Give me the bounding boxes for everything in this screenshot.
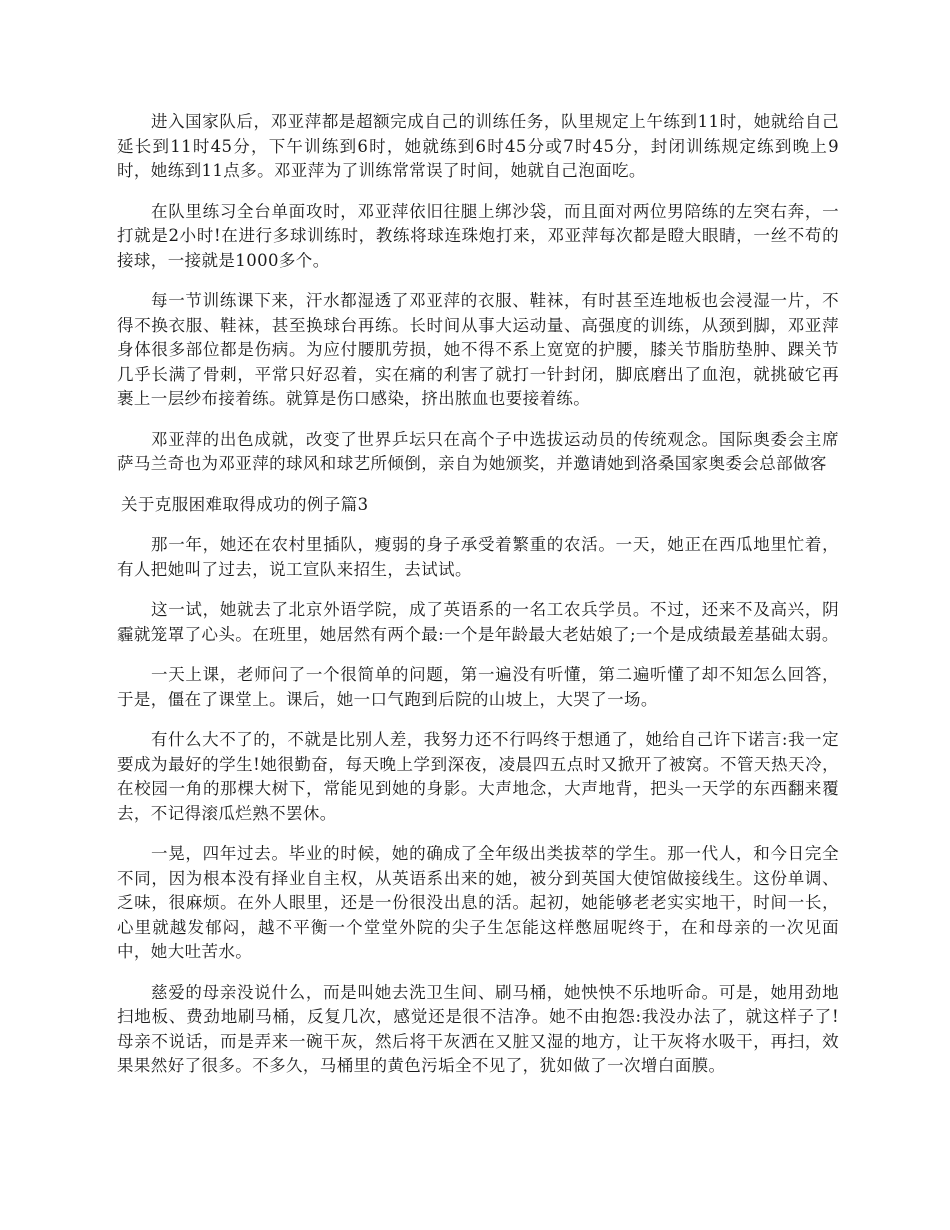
paragraph-foreign-language-institute: 这一试，她就去了北京外语学院，成了英语系的一名工农兵学员。不过，还来不及高兴，阴霾就笼罩了心头。在班里，她居然有两个最:一个是年龄最大老姑娘了;一个是成绩最差基础太弱。 [117, 600, 839, 644]
paragraph-class-question: 一天上课，老师问了一个很简单的问题，第一遍没有听懂，第二遍听懂了却不知怎么回答，于是，僵在了课堂上。课后，她一口气跑到后院的山坡上，大哭了一场。 [117, 665, 839, 709]
document-body [117, 110, 839, 1095]
paragraph-graduation: 一晃，四年过去。毕业的时候，她的确成了全年级出类拔萃的学生。那一代人，和今日完全不同，因为根本没有择业自主权，从英语系出来的她，被分到英国大使馆做接线生。这份单调、乏味，很麻烦。在外人眼里，还是一份很没出息的活。起初，她能够老老实实地干，时间一长，心里就越发郁闷，越不平衡一个堂堂外院的尖子生怎能这样憋屈呢终于，在和母亲的一次见面中，她大吐苦水。 [117, 844, 839, 961]
paragraph-achievement: 邓亚萍的出色成就，改变了世界乒坛只在高个子中选拔运动员的传统观念。国际奥委会主席萨马兰奇也为邓亚萍的球风和球艺所倾倒，亲自为她颁奖，并邀请她到洛桑国家奥委会总部做客 [117, 429, 839, 473]
paragraph-vow: 有什么大不了的，不就是比别人差，我努力还不行吗终于想通了，她给自己许下诺言:我一定要成为最好的学生!她很勤奋，每天晚上学到深夜，凌晨四五点时又掀开了被窝。不管天热天冷，在校园一角的那棵大树下，常能见到她的身影。大声地念，大声地背，把头一天学的东西翻来覆去，不记得滚瓜烂熟不罢休。 [117, 730, 839, 823]
paragraph-countryside: 那一年，她还在农村里插队，瘦弱的身子承受着繁重的农活。一天，她正在西瓜地里忙着，有人把她叫了过去，说工宣队来招生，去试试。 [117, 535, 839, 579]
paragraph-injuries: 每一节训练课下来，汗水都湿透了邓亚萍的衣服、鞋袜，有时甚至连地板也会浸湿一片，不得不换衣服、鞋袜，甚至换球台再练。长时间从事大运动量、高强度的训练，从颈到脚，邓亚萍身体很多部位都是伤病。为应付腰肌劳损，她不得不系上宽宽的护腰，膝关节脂肪垫肿、踝关节几乎长满了骨刺，平常只好忍着，实在痛的利害了就打一针封闭，脚底磨出了血泡，就挑破它再裹上一层纱布接着练。就算是伤口感染，挤出脓血也要接着练。 [117, 291, 839, 408]
section-heading: 关于克服困难取得成功的例子篇3 [121, 494, 369, 514]
paragraph-full-table-attack: 在队里练习全台单面攻时，邓亚萍依旧往腿上绑沙袋，而且面对两位男陪练的左突右奔，一打就是2小时!在进行多球训练时，教练将球连珠炮打来，邓亚萍每次都是瞪大眼睛，一丝不苟的接球，一接就是1000多个。 [117, 201, 839, 270]
paragraph-national-team-training: 进入国家队后，邓亚萍都是超额完成自己的训练任务，队里规定上午练到11时，她就给自己延长到11时45分，下午训练到6时，她就练到6时45分或7时45分，封闭训练规定练到晚上9时，她练到11点多。邓亚萍为了训练常常误了时间，她就自己泡面吃。 [117, 112, 839, 180]
paragraph-mother-lesson: 慈爱的母亲没说什么，而是叫她去洗卫生间、刷马桶，她怏怏不乐地听命。可是，她用劲地扫地板、费劲地刷马桶，反复几次，感觉还是很不洁净。她不由抱怨:我没办法了，就这样子了!母亲不说话，而是弄来一碗干灰，然后将干灰洒在又脏又湿的地方，让干灰将水吸干，再扫，效果果然好了很多。不多久，马桶里的黄色污垢全不见了，犹如做了一次增白面膜。 [117, 982, 839, 1075]
